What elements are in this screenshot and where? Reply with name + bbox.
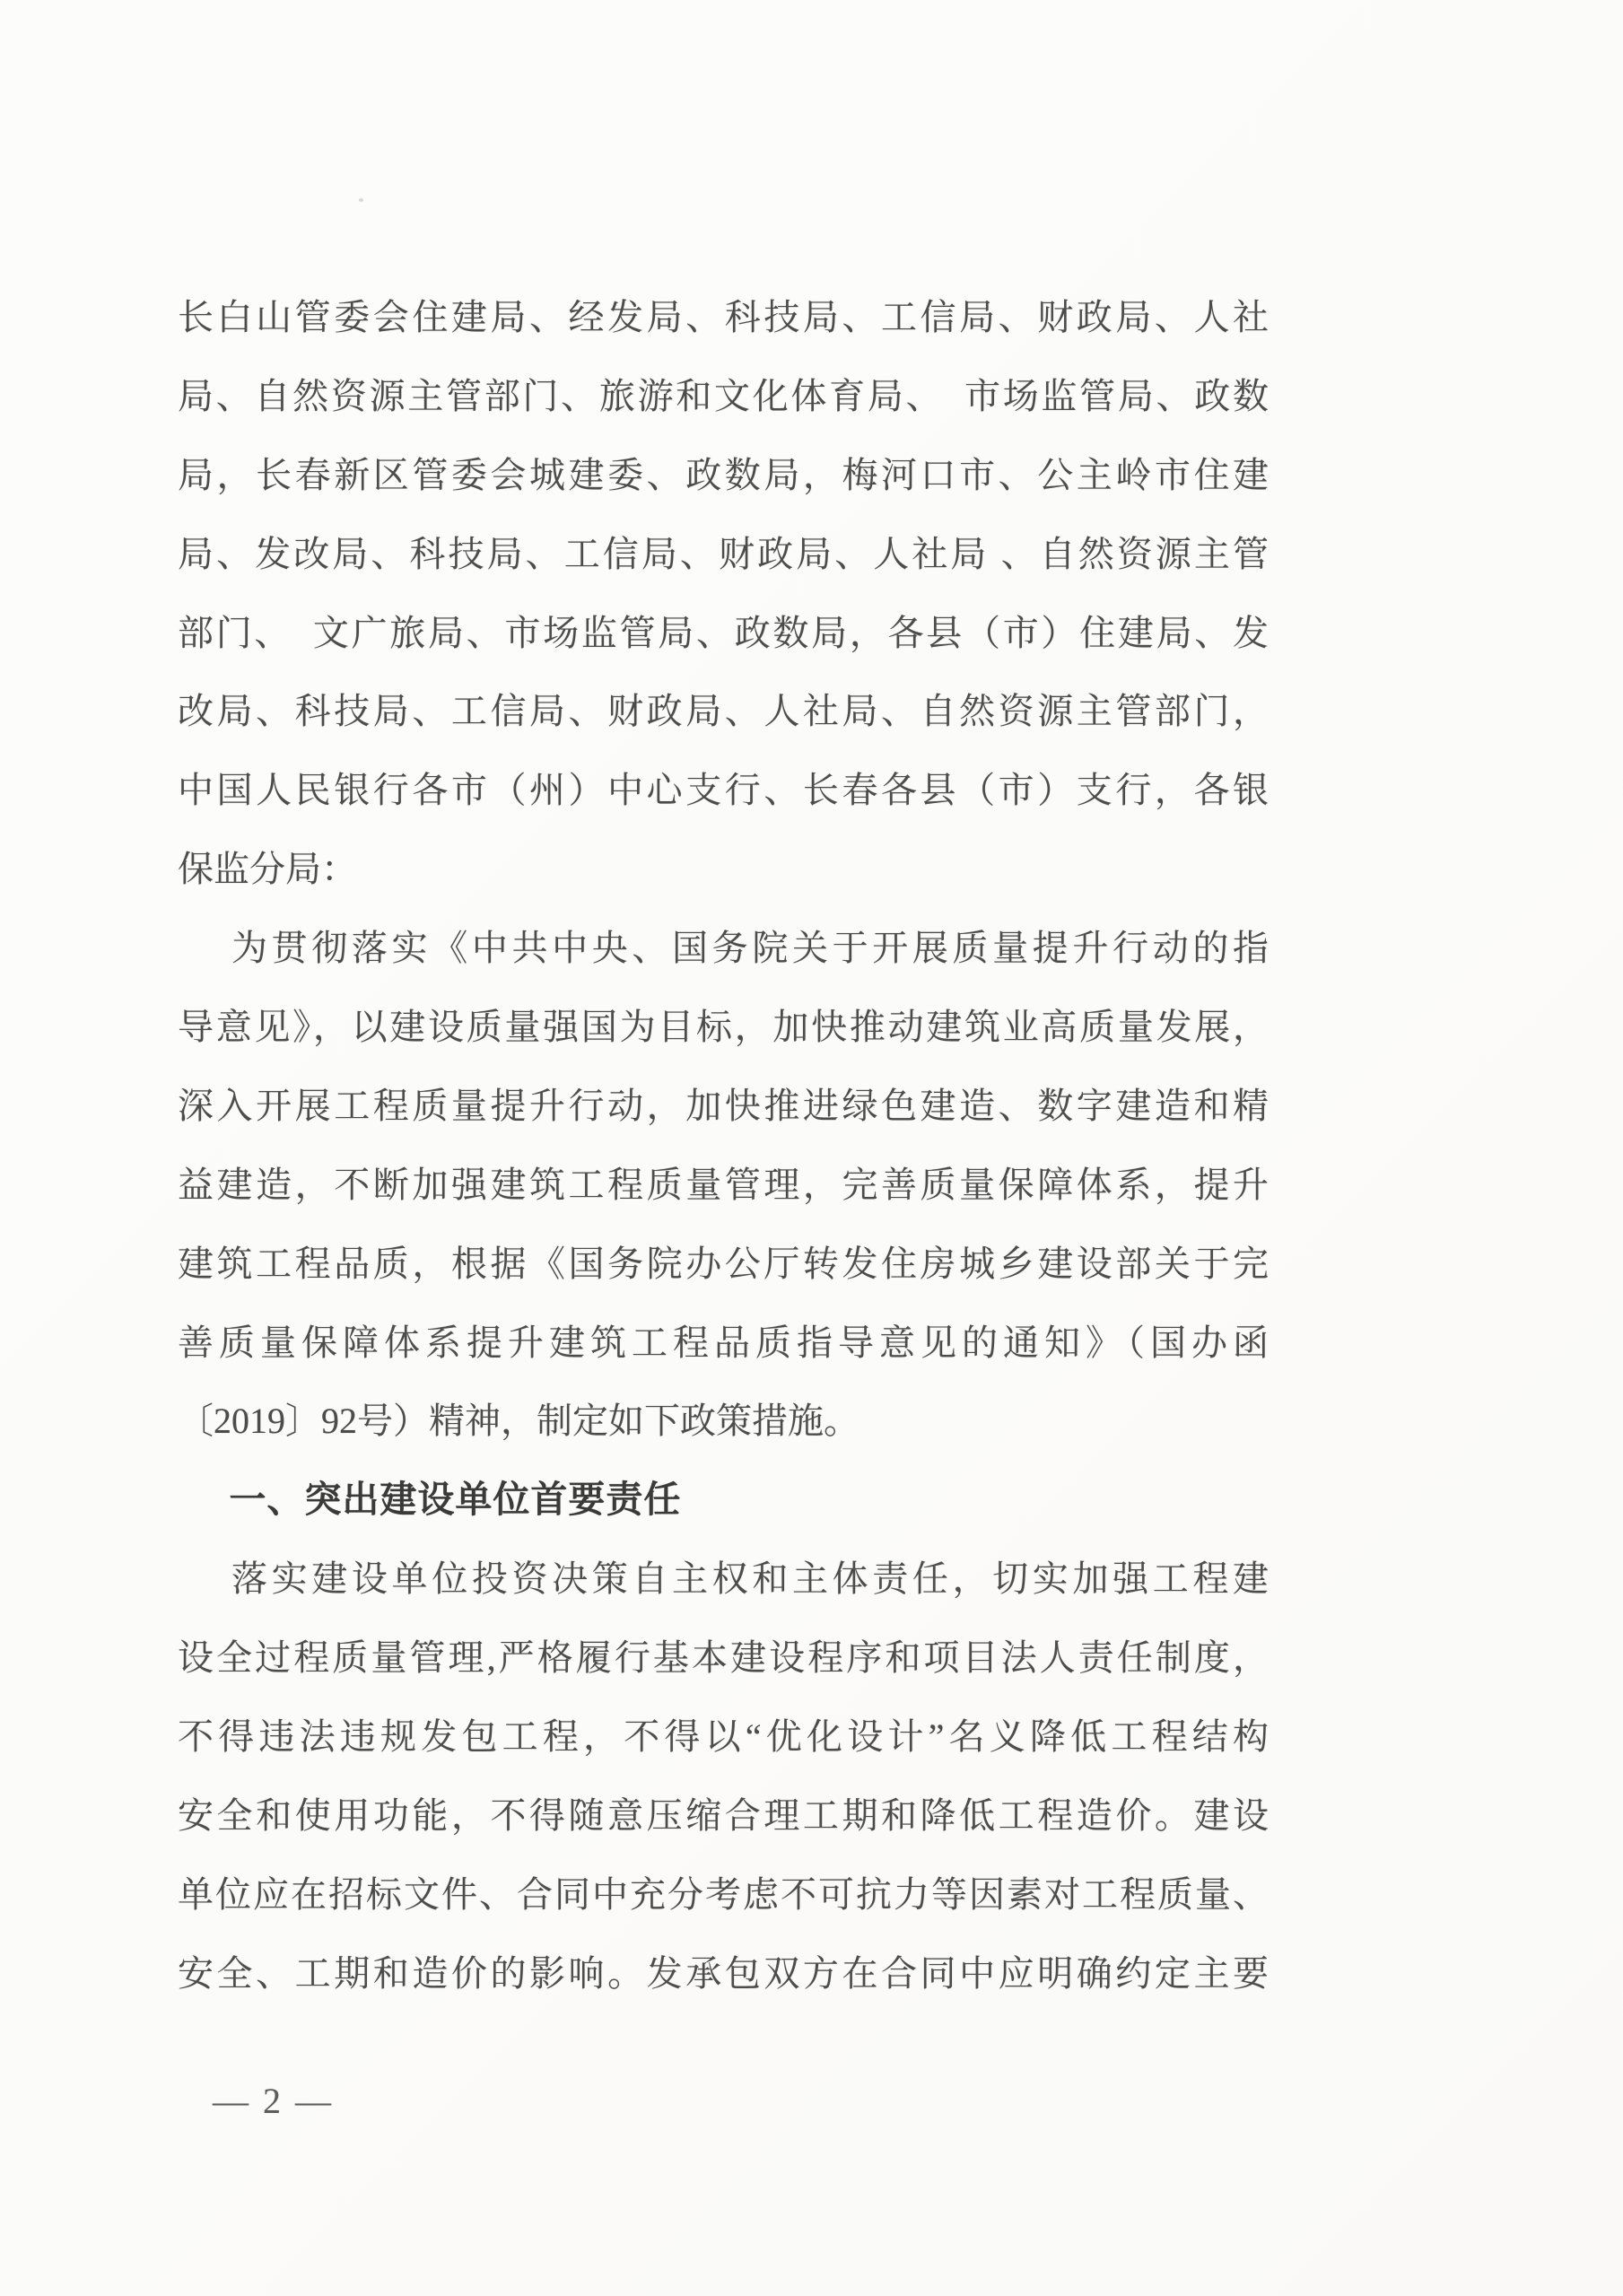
text-line: 深入开展工程质量提升行动，加快推进绿色建造、数字建造和精: [178, 1085, 1269, 1126]
text-line: 不得违法违规发包工程，不得以“优化设计”名义降低工程结构: [178, 1716, 1269, 1758]
text-line: 建筑工程品质，根据《国务院办公厅转发住房城乡建设部关于完: [178, 1243, 1269, 1284]
text-line: 善质量保障体系提升建筑工程品质指导意见的通知》（国办函: [178, 1322, 1269, 1363]
text-line: 保监分局：: [178, 849, 357, 890]
text-line: 中国人民银行各市（州）中心支行、长春各县（市）支行，各银: [178, 770, 1269, 811]
document-body: [178, 278, 1269, 2013]
text-line: 为贯彻落实《中共中央、国务院关于开展质量提升行动的指: [231, 928, 1269, 969]
text-line: 局、自然资源主管部门、旅游和文化体育局、 市场监管局、政数: [178, 375, 1269, 416]
text-line: 单位应在招标文件、合同中充分考虑不可抗力等因素对工程质量、: [178, 1873, 1269, 1915]
text-line: 益建造，不断加强建筑工程质量管理，完善质量保障体系，提升: [178, 1164, 1269, 1205]
scan-speck: [359, 198, 363, 202]
text-line: 局，长春新区管委会城建委、政数局，梅河口市、公主岭市住建: [178, 454, 1269, 495]
page-number: — 2 —: [213, 2081, 334, 2121]
text-line: 设全过程质量管理,严格履行基本建设程序和项目法人责任制度，: [178, 1637, 1269, 1679]
text-line: 安全、工期和造价的影响。发承包双方在合同中应明确约定主要: [178, 1952, 1269, 1994]
text-line: 导意见》，以建设质量强国为目标，加快推动建筑业高质量发展，: [178, 1007, 1269, 1048]
text-line: 长白山管委会住建局、经发局、科技局、工信局、财政局、人社: [178, 297, 1269, 337]
text-line: 改局、科技局、工信局、财政局、人社局、自然资源主管部门，: [178, 691, 1269, 732]
section-heading: 一、突出建设单位首要责任: [229, 1479, 682, 1521]
text-line: 〔2019〕92号）精神，制定如下政策措施。: [178, 1401, 859, 1442]
text-line: 局、发改局、科技局、工信局、财政局、人社局 、自然资源主管: [178, 533, 1269, 574]
text-line: 安全和使用功能，不得随意压缩合理工期和降低工程造价。建设: [178, 1794, 1269, 1836]
text-line: 落实建设单位投资决策自主权和主体责任，切实加强工程建: [231, 1558, 1269, 1600]
text-line: 部门、 文广旅局、市场监管局、政数局，各县（市）住建局、发: [178, 612, 1269, 653]
